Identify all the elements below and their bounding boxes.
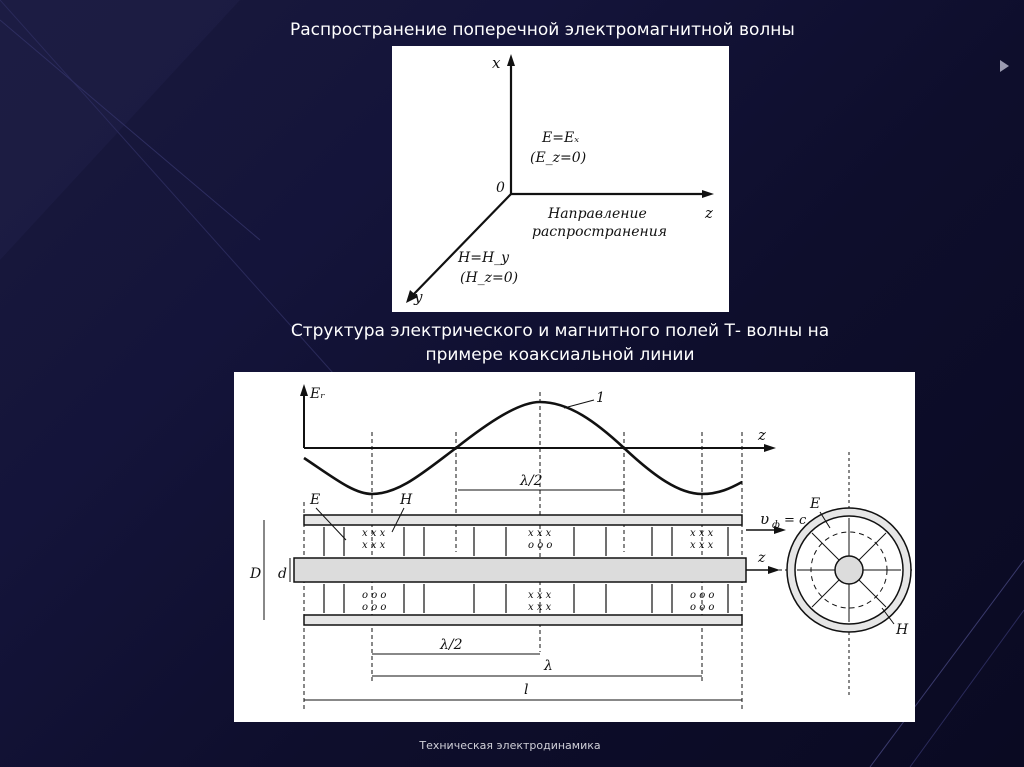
figure-coaxial-line [234,372,915,722]
slide-title: Распространение поперечной электромагнитной волны [290,20,795,40]
lambda-label: λ [544,658,553,674]
svg-text:o o o: o o o [362,590,387,601]
svg-text:x x x: x x x [528,590,552,601]
phase-velocity-equals: = c [784,513,807,528]
h-field-condition: (H_z=0) [460,270,519,286]
length-label: l [524,682,529,698]
node-guide-lines [304,392,742,712]
subtitle-line-2: примере коаксиальной линии [425,345,695,365]
origin-label: 0 [496,180,505,196]
next-slide-arrow-icon[interactable] [1000,60,1009,72]
footer-text: Техническая электродинамика [419,739,601,752]
ez-axis-label: Eᵣ [310,386,326,402]
plot-z-axis-arrow-icon [764,444,776,452]
phase-velocity-subscript: ф [772,520,780,531]
coax-z-axis-label: z [758,550,766,566]
direction-label-line1: Направление [548,206,647,222]
svg-text:o o o: o o o [362,602,387,613]
subtitle-line-1: Структура электрического и магнитного полей Т- волны на [290,321,830,341]
svg-text:o o o: o o o [690,602,715,613]
slide-subtitle [260,319,860,367]
label-e: E [310,492,321,508]
svg-text:x x x: x x x [690,528,714,539]
curve-label: 1 [596,390,605,406]
ez-axis-arrow-icon [300,384,308,396]
svg-text:x x x: x x x [362,528,386,539]
curve-leader-line [564,400,594,408]
cross-section-e-label: E [810,496,821,512]
svg-text:o o o: o o o [528,540,553,551]
phase-velocity-symbol: υ [760,510,770,528]
coax-z-axis-arrow-icon [768,566,780,574]
half-lambda-top-label: λ/2 [520,473,543,489]
svg-text:x x x: x x x [690,540,714,551]
z-axis-label: z [705,204,713,222]
e-field-label: E=Eₓ [542,130,580,146]
svg-text:o o o: o o o [690,590,715,601]
outer-conductor-top [304,515,742,525]
coax-cross-section [779,452,912,697]
label-h: H [400,492,413,508]
h-field-label: H=H_y [458,250,510,266]
z-axis-arrow-icon [702,190,714,198]
y-axis-label: y [414,288,423,306]
figure-coordinate-axes [392,46,729,312]
direction-label-line2: распространения [532,224,667,240]
plot-z-axis-label: z [758,426,766,444]
e-field-condition: (E_z=0) [530,150,587,166]
half-lambda-bottom-label: λ/2 [440,637,463,653]
x-axis-label: x [492,54,501,72]
x-axis-arrow-icon [507,54,515,66]
inner-conductor [294,558,746,582]
cross-section-h-label: H [896,622,909,638]
svg-text:x x x: x x x [528,602,552,613]
outer-conductor-bottom [304,615,742,625]
dimension-d-label: d [278,566,287,582]
dimension-D-label: D [250,566,262,582]
svg-text:x x x: x x x [362,540,386,551]
svg-text:x x x: x x x [528,528,552,539]
